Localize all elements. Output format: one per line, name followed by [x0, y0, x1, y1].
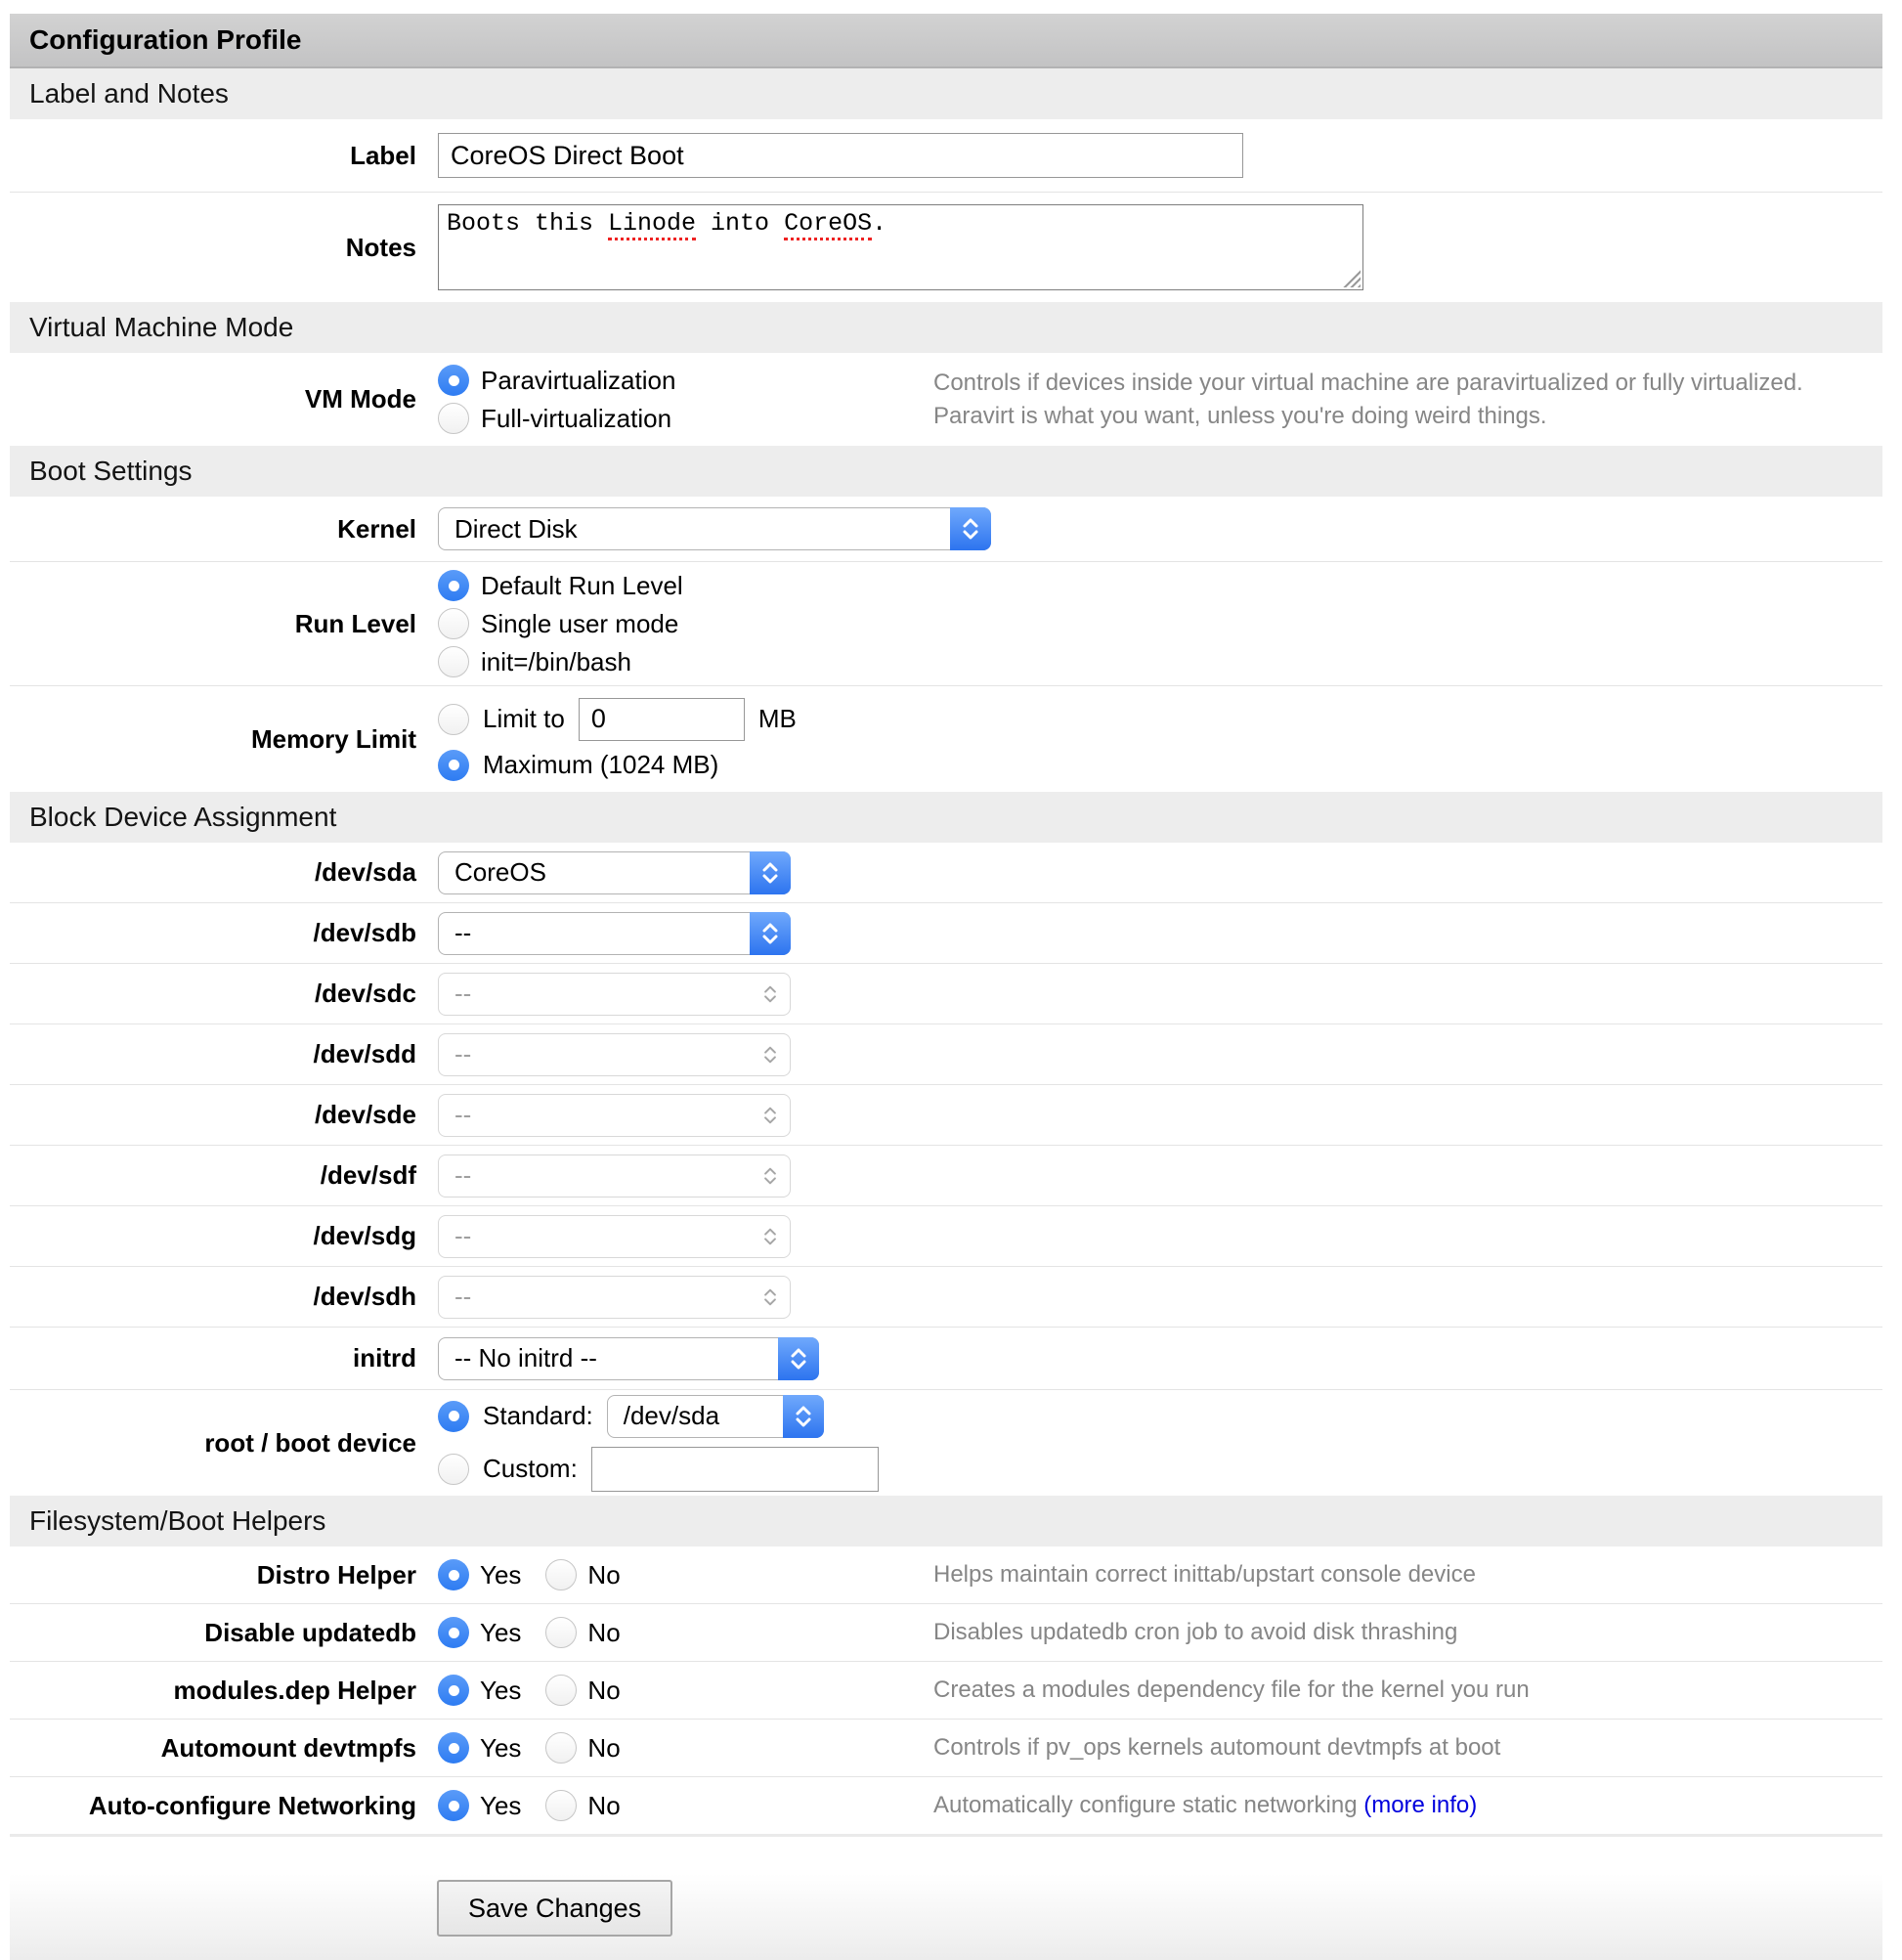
device-sdg-select: -- — [438, 1215, 791, 1258]
page-title — [10, 14, 1882, 68]
device-sdb-select[interactable]: -- — [438, 912, 791, 955]
memory-limit-to-label: Limit to — [483, 704, 565, 733]
chevron-up-down-icon — [750, 1094, 791, 1137]
device-sdd-select: -- — [438, 1033, 791, 1076]
yes-label: Yes — [480, 1790, 522, 1820]
disable-updatedb-label: Disable updatedb — [204, 1617, 416, 1647]
helper-row-networking — [10, 1776, 1882, 1834]
root-standard-label: Standard: — [483, 1401, 593, 1430]
memory-maximum-label: Maximum (1024 MB) — [483, 750, 719, 779]
memory-limit-input[interactable] — [579, 698, 745, 741]
root-boot-device-row — [10, 1389, 1882, 1496]
device-sda-label: /dev/sda — [314, 857, 416, 887]
yes-label: Yes — [480, 1617, 522, 1647]
disable-updatedb-no-radio[interactable] — [545, 1617, 577, 1648]
label-field-label: Label — [350, 140, 416, 170]
section-heading-vm-mode: Virtual Machine Mode — [10, 302, 1882, 353]
device-row-sdd — [10, 1024, 1882, 1084]
modules-dep-label: modules.dep Helper — [173, 1675, 416, 1705]
run-level-default-label: Default Run Level — [481, 570, 683, 600]
run-level-init-bash-label: init=/bin/bash — [481, 646, 631, 676]
device-sdf-select: -- — [438, 1154, 791, 1198]
auto-configure-networking-help: Automatically configure static networking (more info) — [933, 1792, 1478, 1819]
modules-dep-help: Creates a modules dependency file for the kernel you run — [933, 1677, 1530, 1704]
memory-maximum-radio[interactable] — [438, 750, 469, 781]
chevron-up-down-icon — [750, 973, 791, 1016]
label-input[interactable] — [438, 133, 1243, 178]
misspelled-word: Linode — [608, 209, 696, 240]
root-custom-input[interactable] — [591, 1447, 879, 1492]
chevron-up-down-icon — [783, 1395, 824, 1438]
misspelled-word: CoreOS — [784, 209, 872, 240]
yes-label: Yes — [480, 1732, 522, 1763]
root-standard-radio[interactable] — [438, 1401, 469, 1432]
root-boot-device-label: root / boot device — [204, 1427, 416, 1458]
save-changes-button[interactable]: Save Changes — [437, 1880, 672, 1937]
notes-row — [10, 192, 1882, 302]
chevron-up-down-icon — [750, 1154, 791, 1198]
resize-grip-icon[interactable] — [1343, 270, 1361, 287]
no-label: No — [587, 1790, 621, 1820]
device-sdh-label: /dev/sdh — [313, 1282, 416, 1311]
page-title-text: Configuration Profile — [29, 24, 302, 55]
modules-dep-no-radio[interactable] — [545, 1675, 577, 1706]
automount-devtmpfs-yes-radio[interactable] — [438, 1732, 469, 1764]
automount-devtmpfs-label: Automount devtmpfs — [160, 1732, 416, 1763]
vm-mode-paravirt-label: Paravirtualization — [481, 365, 676, 395]
distro-helper-yes-radio[interactable] — [438, 1559, 469, 1590]
helper-row-modules-dep — [10, 1661, 1882, 1719]
helper-row-updatedb — [10, 1603, 1882, 1661]
device-row-sdb — [10, 902, 1882, 963]
notes-field-label: Notes — [345, 232, 416, 262]
run-level-row — [10, 561, 1882, 685]
initrd-label: initrd — [353, 1343, 416, 1372]
vm-mode-paravirt-radio[interactable] — [438, 365, 469, 396]
distro-helper-label: Distro Helper — [256, 1559, 416, 1590]
root-custom-label: Custom: — [483, 1454, 578, 1483]
memory-unit-label: MB — [757, 704, 797, 733]
chevron-up-down-icon — [750, 851, 791, 894]
device-row-sdc — [10, 963, 1882, 1024]
chevron-up-down-icon — [750, 1215, 791, 1258]
run-level-single-user-label: Single user mode — [481, 608, 679, 638]
section-heading-block-devices: Block Device Assignment — [10, 792, 1882, 843]
auto-configure-networking-no-radio[interactable] — [545, 1790, 577, 1821]
section-heading-label-notes: Label and Notes — [10, 68, 1882, 119]
automount-devtmpfs-no-radio[interactable] — [545, 1732, 577, 1764]
helper-row-distro — [10, 1546, 1882, 1603]
initrd-row — [10, 1327, 1882, 1389]
device-sdh-select: -- — [438, 1276, 791, 1319]
section-heading-helpers: Filesystem/Boot Helpers — [10, 1496, 1882, 1546]
auto-configure-networking-label: Auto-configure Networking — [88, 1790, 416, 1820]
section-heading-boot-settings: Boot Settings — [10, 446, 1882, 497]
kernel-select[interactable]: Direct Disk — [438, 507, 991, 550]
helper-row-automount — [10, 1719, 1882, 1776]
disable-updatedb-yes-radio[interactable] — [438, 1617, 469, 1648]
modules-dep-yes-radio[interactable] — [438, 1675, 469, 1706]
device-sdg-label: /dev/sdg — [313, 1221, 416, 1250]
chevron-up-down-icon — [750, 912, 791, 955]
initrd-select[interactable]: -- No initrd -- — [438, 1337, 819, 1380]
memory-limit-to-radio[interactable] — [438, 704, 469, 735]
disable-updatedb-help: Disables updatedb cron job to avoid disk thrashing — [933, 1619, 1458, 1646]
no-label: No — [587, 1617, 621, 1647]
run-level-default-radio[interactable] — [438, 570, 469, 601]
run-level-single-user-radio[interactable] — [438, 608, 469, 639]
vm-mode-fullvirt-radio[interactable] — [438, 403, 469, 434]
notes-textarea[interactable]: Boots this Linode into CoreOS. — [438, 204, 1363, 290]
yes-label: Yes — [480, 1675, 522, 1705]
kernel-label: Kernel — [337, 513, 416, 544]
device-sdd-label: /dev/sdd — [313, 1039, 416, 1068]
form-footer — [10, 1837, 1882, 1960]
device-sde-label: /dev/sde — [314, 1100, 416, 1129]
chevron-up-down-icon — [778, 1337, 819, 1380]
distro-helper-help: Helps maintain correct inittab/upstart console device — [933, 1561, 1476, 1589]
kernel-row — [10, 497, 1882, 561]
no-label: No — [587, 1559, 621, 1590]
automount-devtmpfs-help: Controls if pv_ops kernels automount devtmpfs at boot — [933, 1734, 1501, 1762]
root-custom-radio[interactable] — [438, 1454, 469, 1485]
chevron-up-down-icon — [750, 1276, 791, 1319]
no-label: No — [587, 1732, 621, 1763]
vm-mode-row — [10, 353, 1882, 446]
yes-label: Yes — [480, 1559, 522, 1590]
device-row-sde — [10, 1084, 1882, 1145]
label-row — [10, 119, 1882, 192]
chevron-up-down-icon — [750, 1033, 791, 1076]
run-level-label: Run Level — [294, 608, 416, 638]
configuration-profile-form — [10, 14, 1882, 1960]
device-row-sdg — [10, 1205, 1882, 1266]
device-sdc-label: /dev/sdc — [314, 979, 416, 1008]
vm-mode-fullvirt-label: Full-virtualization — [481, 403, 672, 433]
chevron-up-down-icon — [950, 507, 991, 550]
vm-mode-help: Controls if devices inside your virtual machine are paravirtualized or fully virtualized. Paravirt is what you want, unless you're doing weird things. — [933, 369, 1803, 429]
no-label: No — [587, 1675, 621, 1705]
distro-helper-no-radio[interactable] — [545, 1559, 577, 1590]
vm-mode-label: VM Mode — [304, 384, 416, 414]
device-sdb-label: /dev/sdb — [313, 918, 416, 947]
memory-limit-label: Memory Limit — [250, 723, 416, 754]
device-row-sdf — [10, 1145, 1882, 1205]
root-standard-select[interactable]: /dev/sda — [607, 1395, 824, 1438]
device-sde-select: -- — [438, 1094, 791, 1137]
memory-limit-row — [10, 685, 1882, 792]
device-sdf-label: /dev/sdf — [320, 1160, 416, 1190]
device-row-sdh — [10, 1266, 1882, 1327]
device-sda-select[interactable]: CoreOS — [438, 851, 791, 894]
device-row-sda — [10, 843, 1882, 902]
run-level-init-bash-radio[interactable] — [438, 646, 469, 677]
more-info-link[interactable]: (more info) — [1363, 1792, 1478, 1819]
auto-configure-networking-yes-radio[interactable] — [438, 1790, 469, 1821]
device-sdc-select: -- — [438, 973, 791, 1016]
